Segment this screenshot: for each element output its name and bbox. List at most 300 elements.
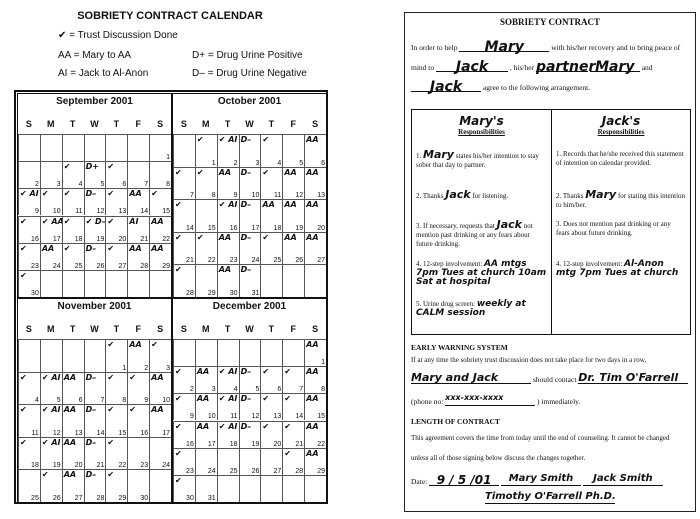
day-marks: ✔ (175, 448, 182, 458)
day-number: 30 (229, 289, 238, 297)
day-marks: ✔ (129, 405, 136, 415)
calendar-day (304, 264, 326, 297)
calendar-day (84, 188, 106, 215)
calendar-day (282, 199, 304, 232)
day-number: 16 (186, 440, 194, 448)
calendar-day (105, 437, 127, 470)
calendar-day (18, 437, 40, 470)
weekday-label: T (113, 119, 120, 129)
day-number: 23 (229, 257, 238, 265)
day-number: 29 (207, 289, 216, 297)
calendar-day (149, 216, 171, 243)
day-number: 15 (118, 429, 127, 437)
day-number: 2 (34, 181, 39, 189)
day-marks: ✔ AI (218, 421, 238, 431)
day-number: 4 (78, 181, 83, 189)
day-marks: ✔ (107, 405, 115, 415)
legend-symbol: D– (192, 68, 205, 79)
day-number: 19 (96, 235, 105, 243)
calendar-day (40, 404, 62, 437)
day-marks: ✔ (175, 200, 182, 210)
day-number: 6 (277, 386, 282, 394)
calendar-day (40, 437, 62, 470)
legend-check (58, 30, 178, 41)
day-number: 17 (52, 235, 61, 243)
day-number: 5 (255, 386, 260, 394)
day-number: 31 (251, 289, 260, 297)
calendar-day (239, 264, 261, 297)
day-marks: D– (240, 200, 252, 210)
calendar-day (84, 270, 106, 297)
day-number: 4 (277, 159, 282, 167)
day-number: 27 (74, 494, 83, 502)
calendar-panel (12, 8, 328, 506)
date-value: 9 / 5 /01 (436, 473, 492, 487)
calendar-day (282, 475, 304, 502)
month-name: December 2001 (212, 301, 287, 312)
calendar-day (217, 393, 239, 420)
day-number: 14 (140, 208, 149, 216)
day-marks: AA (306, 340, 319, 349)
calendar-day (239, 393, 261, 420)
calendar-day (173, 232, 195, 265)
day-marks: ✔ (262, 421, 270, 431)
day-marks: ✔ (41, 189, 49, 199)
month-name: November 2001 (57, 301, 132, 312)
calendar-day (173, 199, 195, 232)
weekday-header (173, 116, 326, 132)
day-marks: ✔ (262, 394, 270, 404)
day-number: 5 (299, 159, 304, 167)
month-december (172, 298, 327, 503)
day-marks: ✔ AI (218, 394, 238, 404)
calendar-day (40, 134, 62, 161)
patient-name: Mary (484, 39, 525, 55)
day-number: 7 (100, 397, 105, 405)
day-number: 30 (186, 494, 194, 502)
day-number: 26 (251, 467, 260, 475)
day-number: 13 (317, 192, 325, 200)
weekday-label: T (268, 324, 275, 334)
item-prefix: 1. (556, 150, 562, 158)
calendar-day (173, 339, 195, 366)
day-number: 27 (118, 262, 127, 270)
weekday-label: S (157, 324, 164, 334)
day-number: 23 (140, 462, 149, 470)
weekday-label: T (69, 119, 76, 129)
calendar-day (62, 404, 84, 437)
day-number: 1 (166, 154, 170, 162)
day-number: 6 (122, 181, 127, 189)
day-marks: ✔ (41, 470, 49, 480)
weekday-label: M (202, 324, 210, 334)
day-number: 29 (162, 262, 170, 270)
calendar-day (239, 199, 261, 232)
legend-text: = Mary to AA (73, 50, 132, 61)
day-marks: ✔ AI (41, 405, 61, 415)
day-number: 17 (162, 429, 170, 437)
calendar-day (195, 134, 217, 167)
day-number: 5 (56, 397, 61, 405)
calendar-day (62, 243, 84, 270)
day-marks: AA (196, 367, 210, 377)
day-marks: ✔ AI (218, 200, 238, 210)
calendar-day (105, 372, 127, 405)
calendar-day (260, 366, 282, 393)
calendar-day (195, 366, 217, 393)
day-marks: ✔ (107, 437, 115, 447)
day-marks: ✔ (107, 340, 115, 349)
day-number: 21 (140, 235, 149, 243)
day-number: 27 (273, 467, 282, 475)
ews-names: Mary and Jack (411, 371, 499, 384)
intro-text: In order to help (411, 43, 458, 52)
day-marks: ✔ (63, 243, 71, 253)
weekday-label: S (312, 119, 319, 129)
calendar-day (239, 134, 261, 167)
resp-label: Responsibilities (597, 128, 645, 136)
day-number: 25 (273, 257, 282, 265)
calendar-day (18, 243, 40, 270)
item-prefix: 3. (556, 220, 562, 228)
day-number: 13 (74, 429, 83, 437)
day-marks: AA (306, 421, 319, 431)
signature-blank (583, 473, 663, 486)
legend-text: = Drug Urine Positive (207, 50, 303, 61)
item-text: for listening. (472, 192, 509, 200)
day-number: 12 (96, 208, 105, 216)
calendar-day (105, 469, 127, 502)
calendar-day (195, 264, 217, 297)
day-number: 2 (189, 386, 194, 394)
weekday-label: S (180, 119, 187, 129)
calendar-day (304, 448, 326, 475)
calendar-day (260, 167, 282, 200)
calendar-day (239, 448, 261, 475)
day-marks: ✔ (284, 367, 291, 377)
calendar-title: SOBRIETY CONTRACT CALENDAR (77, 10, 263, 22)
responsibilities-table (411, 109, 691, 335)
day-number: 11 (75, 208, 83, 216)
day-number: 7 (189, 192, 194, 200)
weekday-label: W (245, 119, 254, 129)
item-prefix: 2. Thanks (556, 192, 584, 200)
item-text: states his/her intention to stay sober that day to partner. (416, 152, 539, 169)
day-number: 28 (140, 262, 149, 270)
day-marks: ✔ AI (41, 437, 61, 447)
day-number: 24 (162, 462, 170, 470)
day-number: 6 (321, 159, 325, 167)
ews-contact-label: should contact (532, 375, 577, 384)
ews-phone-label: (phone no: (411, 397, 444, 406)
calendar-day (18, 339, 40, 372)
day-number: 1 (321, 359, 325, 367)
day-marks: ✔ (107, 216, 115, 226)
day-number: 8 (321, 386, 325, 394)
day-number: 19 (295, 224, 304, 232)
day-marks: AA (63, 470, 77, 480)
calendar-day (127, 216, 149, 243)
calendar-day (239, 232, 261, 265)
counselor-signature-line (485, 491, 615, 504)
day-marks: ✔ (63, 189, 71, 199)
day-number: 4 (34, 397, 39, 405)
day-number: 15 (317, 413, 325, 421)
day-number: 24 (251, 257, 260, 265)
calendar-day (217, 448, 239, 475)
day-number: 20 (317, 224, 325, 232)
day-number: 6 (78, 397, 83, 405)
day-number: 7 (299, 386, 304, 394)
day-number: 25 (74, 262, 83, 270)
calendar-day (62, 134, 84, 161)
partner-item-3 (556, 220, 686, 238)
day-number: 20 (273, 440, 282, 448)
weekday-label: T (69, 324, 76, 334)
month-weeks (173, 134, 326, 297)
weekday-label: M (47, 324, 55, 334)
calendar-day (40, 188, 62, 215)
calendar-day (239, 366, 261, 393)
day-number: 20 (74, 462, 83, 470)
calendar-day (239, 421, 261, 448)
calendar-day (40, 372, 62, 405)
calendar-day (105, 134, 127, 161)
day-number: 11 (31, 429, 39, 437)
signature-blank (501, 473, 581, 486)
ews-contact: Dr. Tim O'Farrell (578, 371, 679, 384)
calendar-day (149, 372, 171, 405)
day-marks: AA (196, 421, 210, 431)
patient-item-2 (416, 190, 547, 201)
calendar-day (304, 421, 326, 448)
ews-contact-blank (578, 371, 688, 384)
calendar-day (173, 393, 195, 420)
calendar-day (282, 339, 304, 366)
day-number: 7 (144, 181, 149, 189)
item-handwritten: Mary (585, 188, 617, 201)
calendar-day (149, 134, 171, 161)
day-number: 19 (52, 462, 61, 470)
day-marks: AA (262, 200, 275, 210)
calendar-day (195, 475, 217, 502)
day-marks: ✔ (262, 135, 270, 144)
weekday-label: F (290, 324, 296, 334)
patient-name: Mary (595, 59, 635, 75)
day-marks: AA (129, 189, 142, 199)
day-marks: ✔ (129, 372, 136, 382)
calendar-day (62, 188, 84, 215)
calendar-day (217, 167, 239, 200)
intro-blank (411, 79, 481, 95)
day-number: 21 (186, 257, 194, 265)
ews-names-blank (411, 371, 531, 384)
item-prefix: 1. (416, 152, 422, 160)
month-weeks (173, 339, 326, 502)
early-warning-text: If at any time the sobriety trust discussion does not take place for two days in a row, (411, 356, 647, 364)
day-marks: D– (85, 405, 97, 415)
day-marks: AA (218, 167, 232, 177)
legend-drug-positive (192, 50, 303, 61)
item-handwritten: AA mtgs 7pm Tues at church 10am Sat at hospital (416, 259, 547, 287)
legend-drug-negative (192, 68, 307, 79)
day-marks: D– (85, 243, 97, 253)
day-number: 11 (273, 192, 282, 200)
day-number: 21 (96, 462, 105, 470)
calendar-day (304, 393, 326, 420)
weekday-label: F (135, 119, 141, 129)
calendar-day (18, 134, 40, 161)
day-marks: AA (306, 200, 319, 210)
calendar-day (127, 188, 149, 215)
day-marks: ✔ (284, 421, 291, 431)
calendar-day (62, 216, 84, 243)
calendar-day (149, 270, 171, 297)
legend-symbol: ✔ (58, 30, 67, 41)
contract-title: SOBRIETY CONTRACT (500, 17, 600, 27)
calendar-day (173, 366, 195, 393)
calendar-day (40, 243, 62, 270)
calendar-day (105, 161, 127, 188)
calendar-day (149, 243, 171, 270)
day-marks: ✔ (107, 162, 115, 172)
length-text-1: This agreement covers the time from today until the end of counseling. It cannot be changed (411, 434, 670, 442)
calendar-day (18, 188, 40, 215)
day-number: 21 (295, 440, 304, 448)
day-number: 12 (52, 429, 61, 437)
calendar-day (105, 188, 127, 215)
day-marks: ✔ (262, 367, 270, 377)
calendar-day (18, 404, 40, 437)
day-number: 8 (211, 192, 216, 200)
day-marks: AA (129, 243, 142, 253)
weekday-label: T (113, 324, 120, 334)
day-number: 18 (229, 440, 238, 448)
weekday-label: T (268, 119, 275, 129)
day-number: 9 (144, 397, 149, 405)
day-marks: ✔ (20, 437, 27, 447)
day-marks: ✔ (262, 232, 270, 242)
calendar-day (18, 469, 40, 502)
day-number: 25 (31, 494, 39, 502)
day-marks: AA (218, 232, 232, 242)
legend-alanon (58, 68, 148, 79)
calendar-day (84, 339, 106, 372)
legend-text: = Trust Discussion Done (69, 30, 178, 41)
intro-text: , his/her (509, 63, 535, 72)
day-number: 14 (295, 413, 304, 421)
calendar-day (260, 134, 282, 167)
calendar-grid (14, 90, 328, 504)
day-marks: AA (151, 372, 164, 382)
day-marks: ✔ (151, 189, 158, 199)
intro-line-2 (411, 59, 653, 75)
calendar-day (18, 270, 40, 297)
day-marks: AA (284, 200, 297, 210)
calendar-day (260, 199, 282, 232)
patient-resp-name: Mary's (459, 114, 504, 128)
weekday-label: F (290, 119, 296, 129)
calendar-day (217, 421, 239, 448)
partner-resp-name: Jack's (601, 114, 641, 128)
patient-item-1 (416, 150, 547, 170)
month-september (17, 93, 172, 298)
calendar-day (195, 393, 217, 420)
partner-item-2 (556, 190, 686, 210)
early-warning-line (411, 371, 688, 384)
day-marks: ✔ AI (218, 135, 238, 144)
day-marks: ✔ (175, 475, 182, 485)
calendar-day (304, 366, 326, 393)
day-number: 26 (96, 262, 105, 270)
calendar-day (173, 134, 195, 167)
calendar-day (239, 475, 261, 502)
partner-responsibilities (552, 110, 690, 334)
month-weeks (18, 134, 171, 297)
weekday-header (18, 321, 171, 337)
weekday-label: T (224, 324, 231, 334)
weekday-header (18, 116, 171, 132)
weekday-label: M (47, 119, 55, 129)
day-marks: D+ (85, 162, 99, 172)
day-marks: D– (85, 437, 97, 447)
calendar-day (304, 167, 326, 200)
calendar-day (40, 339, 62, 372)
ews-phone-blank (445, 393, 535, 406)
signature-line (411, 473, 663, 486)
calendar-day (84, 243, 106, 270)
day-marks: ✔ (20, 216, 27, 226)
day-marks: AA (284, 167, 297, 177)
weekday-header (173, 321, 326, 337)
day-number: 16 (229, 224, 238, 232)
day-marks: ✔ AA (41, 216, 64, 226)
weekday-label: M (202, 119, 210, 129)
partner-signature: Jack Smith (593, 473, 653, 484)
calendar-day (127, 372, 149, 405)
calendar-day (105, 339, 127, 372)
intro-line-3 (411, 79, 591, 95)
partner-item-4 (556, 260, 686, 278)
day-number: 13 (118, 208, 127, 216)
calendar-day (173, 167, 195, 200)
legend-text: = Drug Urine Negative (207, 68, 307, 79)
day-number: 2 (144, 364, 149, 372)
calendar-day (217, 199, 239, 232)
legend-symbol: AA (58, 50, 71, 61)
weekday-label: W (90, 324, 99, 334)
calendar-day (304, 199, 326, 232)
calendar-day (173, 475, 195, 502)
calendar-day (260, 232, 282, 265)
calendar-day (195, 232, 217, 265)
day-number: 13 (273, 413, 282, 421)
calendar-day (304, 339, 326, 366)
day-marks: AA (306, 448, 319, 458)
day-number: 30 (31, 289, 39, 297)
calendar-day (84, 134, 106, 161)
signature-blank (485, 491, 615, 504)
calendar-day (282, 421, 304, 448)
day-marks: ✔ AI (20, 189, 39, 199)
day-number: 5 (100, 181, 105, 189)
day-number: 29 (317, 467, 325, 475)
day-number: 1 (211, 159, 216, 167)
day-number: 27 (317, 257, 325, 265)
ews-phone: xxx-xxx-xxxx (445, 393, 504, 402)
day-number: 14 (186, 224, 194, 232)
day-number: 19 (251, 440, 260, 448)
